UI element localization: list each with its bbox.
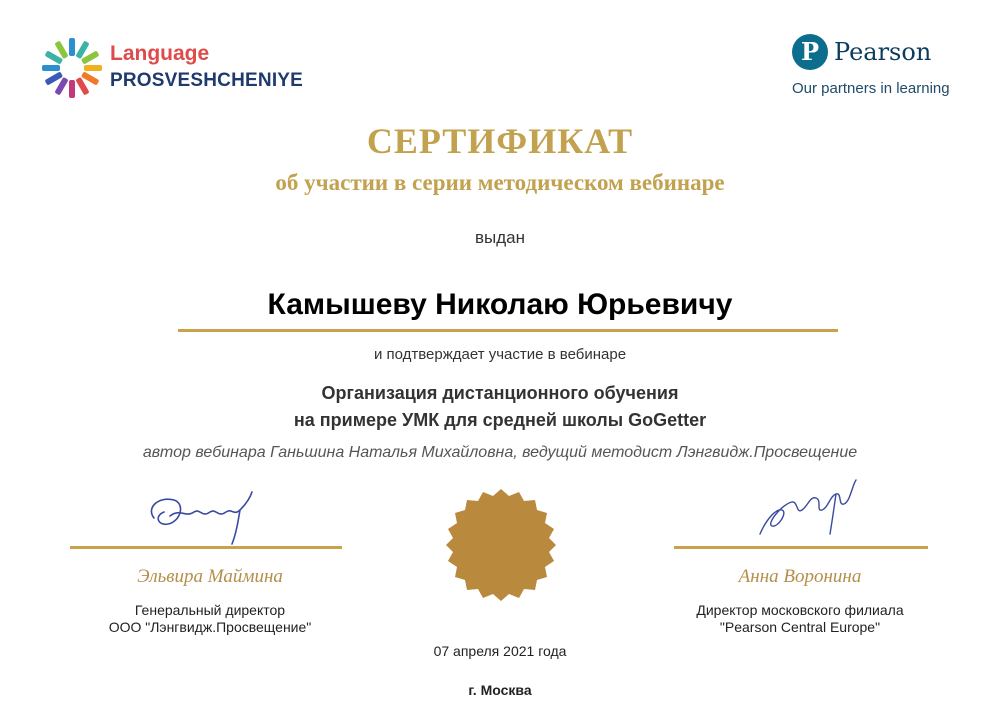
right-signer-name: Анна Воронина bbox=[738, 566, 862, 587]
left-signer-position-line-1: Генеральный директор bbox=[134, 602, 286, 618]
certificate-title: СЕРТИФИКАТ bbox=[366, 121, 634, 161]
issued-label: выдан bbox=[474, 228, 525, 247]
recipient-name: Камышеву Николаю Юрьевичу bbox=[267, 288, 733, 321]
pearson-name: Pearson bbox=[834, 38, 932, 66]
right-signature-image bbox=[752, 474, 862, 546]
webinar-title-line-2: на примере УМК для средней школы GoGetter bbox=[293, 410, 707, 430]
left-signature-line bbox=[70, 546, 342, 549]
gold-seal-icon bbox=[443, 487, 559, 603]
right-signer-position-line-1: Директор московского филиала bbox=[696, 602, 904, 618]
webinar-title-line-1: Организация дистанционного обучения bbox=[321, 383, 679, 403]
book-fan-icon bbox=[38, 34, 106, 102]
right-signer-position-line-2: "Pearson Central Europe" bbox=[719, 619, 881, 635]
right-signature-line bbox=[674, 546, 928, 549]
pearson-tagline: Our partners in learning bbox=[792, 80, 950, 97]
logo-language-word: Language bbox=[110, 42, 210, 65]
certificate-city: г. Москва bbox=[468, 682, 532, 698]
left-signature-image bbox=[140, 478, 270, 550]
pearson-logo bbox=[788, 32, 978, 104]
certificate-date: 07 апреля 2021 года bbox=[433, 643, 567, 659]
left-signer-position bbox=[70, 602, 350, 636]
logo-prosveshcheniye-word: PROSVESHCHENIYE bbox=[110, 70, 304, 91]
confirms-label: и подтверждает участие в вебинаре bbox=[373, 346, 627, 363]
language-prosveshcheniye-logo bbox=[38, 34, 338, 106]
left-signer-position-line-2: ООО "Лэнгвидж.Просвещение" bbox=[108, 619, 312, 635]
left-signer-name: Эльвира Маймина bbox=[137, 566, 283, 587]
right-signer-position bbox=[660, 602, 940, 636]
recipient-underline bbox=[178, 329, 838, 332]
pearson-p-glyph: P bbox=[800, 37, 820, 66]
webinar-author: автор вебинара Ганьшина Наталья Михайловна, ведущий методист Лэнгвидж.Просвещение bbox=[142, 444, 858, 461]
certificate-subtitle: об участии в серии методическом вебинаре bbox=[275, 170, 725, 195]
